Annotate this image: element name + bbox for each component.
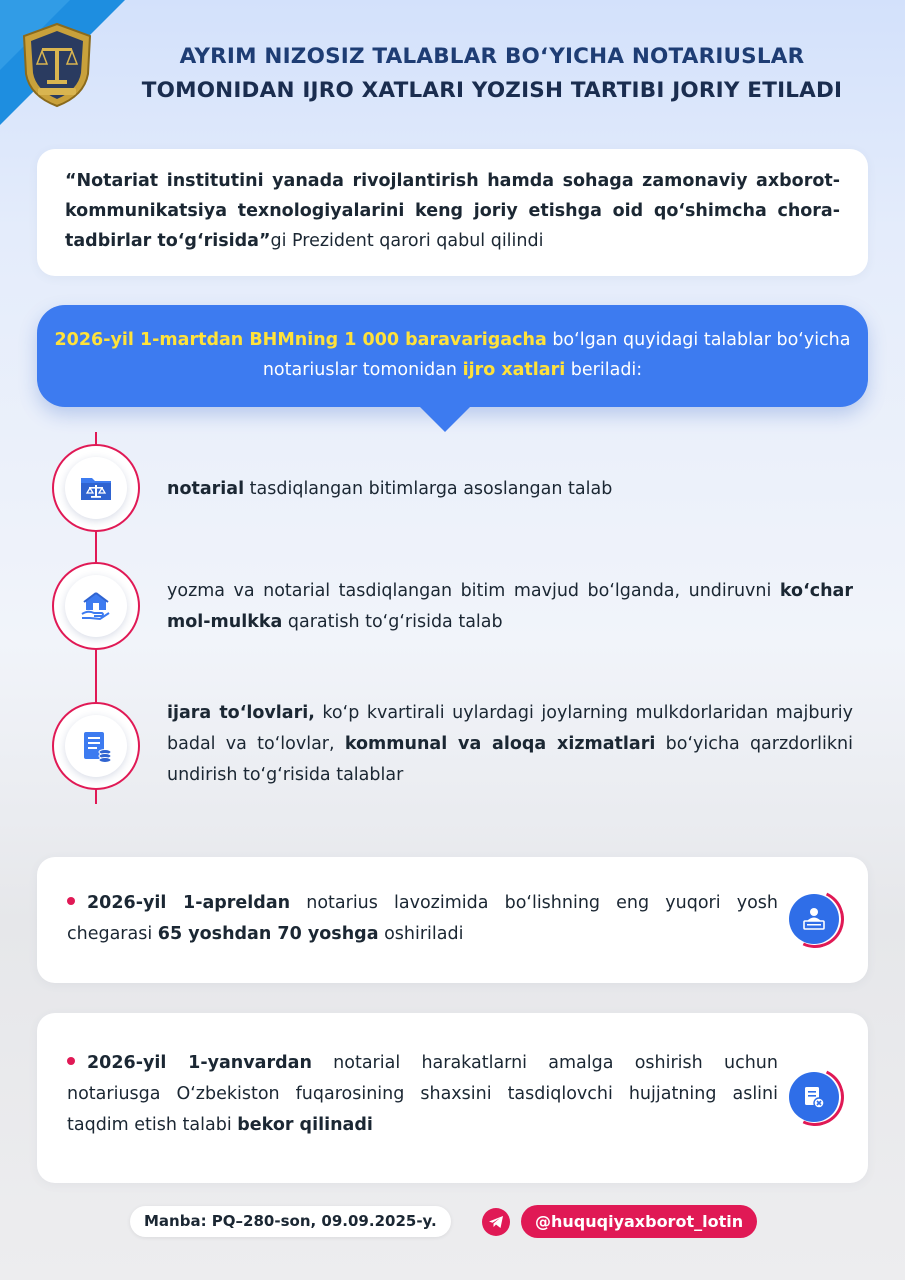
intro-text bbox=[65, 166, 840, 256]
callout-text-1: bo‘lgan quyidagi talablar bo‘yicha notariuslar tomonidan bbox=[262, 330, 851, 380]
list-item bbox=[167, 474, 853, 505]
notary-desk-icon bbox=[801, 906, 827, 932]
callout-text-2: beriladi: bbox=[565, 360, 643, 380]
item-2-icon-ring bbox=[52, 562, 140, 650]
item-3-icon-ring bbox=[52, 702, 140, 790]
info-2-icon bbox=[789, 1072, 839, 1122]
item-1-bold: notarial bbox=[167, 479, 245, 499]
info-1-bold: 65 yoshdan 70 yoshga bbox=[157, 924, 379, 944]
intro-rest: gi Prezident qarori qabul qilindi bbox=[270, 231, 544, 251]
bullet-dot bbox=[67, 1057, 75, 1065]
item-3-bold: ijara to‘lovlari, bbox=[167, 703, 315, 723]
info-1-date: 2026-yil 1-apreldan bbox=[87, 893, 291, 913]
callout-highlight-term: ijro xatlari bbox=[462, 360, 566, 380]
info-2-text bbox=[67, 1048, 778, 1141]
info-1-text-1: notarius lavozimida bo‘lishning eng yuqori yosh chegarasi bbox=[67, 893, 778, 944]
info-card-id bbox=[37, 1013, 868, 1183]
info-2-text-1: notarial harakatlarni amalga oshirish uchun notariusga O‘zbekiston fuqarosining shaxsini tasdiqlovchi hujjatning aslini taqdim etish talabi bbox=[67, 1053, 778, 1135]
item-3-text-end: bo‘yicha qarzdorlikni undirish to‘g‘risida talablar bbox=[167, 734, 853, 785]
info-2-date: 2026-yil 1-yanvardan bbox=[87, 1053, 312, 1073]
item-2-text: yozma va notarial tasdiqlangan bitim mavjud bo‘lganda, undiruvni bbox=[167, 581, 780, 601]
telegram-badge[interactable] bbox=[482, 1208, 510, 1236]
item-3-text: ko‘p kvartirali uylardagi joylarning mulkdorlaridan majburiy badal va to‘lovlar, bbox=[167, 703, 854, 754]
item-1-icon-ring bbox=[52, 444, 140, 532]
house-hand-icon bbox=[78, 588, 114, 624]
folder-scales-icon bbox=[78, 470, 114, 506]
list-item bbox=[167, 576, 853, 638]
callout-highlight-date: 2026-yil 1-martdan BHMning 1 000 baravarigacha bbox=[54, 330, 547, 350]
bullet-dot bbox=[67, 897, 75, 905]
document-cancel-icon bbox=[801, 1084, 827, 1110]
intro-card bbox=[37, 149, 868, 276]
item-1-text: tasdiqlangan bitimlarga asoslangan talab bbox=[244, 479, 613, 499]
list-item bbox=[167, 698, 853, 791]
info-1-text bbox=[67, 888, 778, 950]
info-card-age bbox=[37, 857, 868, 983]
channel-handle-link[interactable]: @huquqiyaxborot_lotin bbox=[521, 1205, 757, 1238]
page-title bbox=[112, 40, 872, 108]
item-3-bold-2: kommunal va aloqa xizmatlari bbox=[344, 734, 656, 754]
item-2-bold: ko‘char mol-mulkka bbox=[167, 581, 853, 632]
emblem-icon bbox=[20, 22, 94, 108]
info-1-icon bbox=[789, 894, 839, 944]
item-2-text-end: qaratish to‘g‘risida talab bbox=[282, 612, 503, 632]
decree-title: “Notariat institutini yanada rivojlantirish hamda sohaga zamonaviy axborot-kommunikatsiya texnologiyalarini keng joriy etishga oid qo‘shimcha chora-tadbirlar to‘g‘risida” bbox=[65, 171, 840, 251]
title-line-1: AYRIM NIZOSIZ TALABLAR BO‘YICHA NOTARIUSLAR bbox=[179, 44, 805, 69]
title-line-2: TOMONIDAN IJRO XATLARI YOZISH TARTIBI JORIY ETILADI bbox=[141, 78, 843, 103]
document-coins-icon bbox=[78, 728, 114, 764]
info-1-text-2: oshiriladi bbox=[378, 924, 464, 944]
info-2-bold: bekor qilinadi bbox=[237, 1115, 373, 1135]
source-label: Manba: PQ–280-son, 09.09.2025-y. bbox=[130, 1206, 451, 1237]
callout-bubble bbox=[37, 305, 868, 407]
telegram-icon bbox=[488, 1215, 504, 1229]
callout-pointer bbox=[419, 406, 471, 432]
